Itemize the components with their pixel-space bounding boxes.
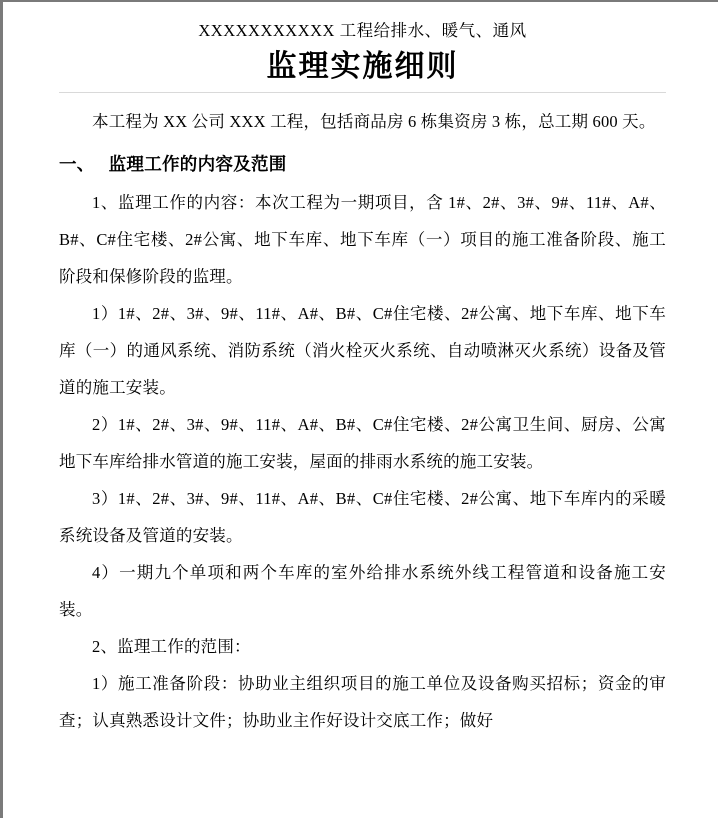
document-body: [59, 103, 666, 739]
paragraph-item-2: 2、监理工作的范围：: [92, 637, 251, 656]
paragraph-item-2-1: 1）施工准备阶段：协助业主组织项目的施工单位及设备购买招标；资金的审查；认真熟悉设计文件；协助业主作好设计交底工作；做好: [59, 674, 666, 730]
section-heading-1-number: 一、: [59, 154, 95, 174]
title-divider: [59, 92, 666, 93]
section-heading-1-label: 监理工作的内容及范围: [108, 154, 287, 174]
paragraph-item-1-2: 2）1#、2#、3#、9#、11#、A#、B#、C#住宅楼、2#公寓卫生间、厨房、公寓地下车库给排水管道的施工安装，屋面的排雨水系统的施工安装。: [59, 415, 666, 471]
section-heading-1: [59, 144, 666, 184]
paragraph-item-1-3: 3）1#、2#、3#、9#、11#、A#、B#、C#住宅楼、2#公寓、地下车库内的采暖系统设备及管道的安装。: [59, 489, 666, 545]
paragraph-intro: 本工程为 XX 公司 XXX 工程，包括商品房 6 栋集资房 3 栋，总工期 600 天。: [92, 112, 656, 131]
paragraph-item-1: 1、监理工作的内容：本次工程为一期项目，含 1#、2#、3#、9#、11#、A#、B#、C#住宅楼、2#公寓、地下车库、地下车库（一）项目的施工准备阶段、施工阶段和保修阶段的监理。: [59, 193, 666, 286]
paragraph-item-1-1: 1）1#、2#、3#、9#、11#、A#、B#、C#住宅楼、2#公寓、地下车库、地下车库（一）的通风系统、消防系统（消火栓灭火系统、自动喷淋灭火系统）设备及管道的施工安装。: [59, 304, 666, 397]
page-content: [3, 2, 718, 739]
document-subtitle: XXXXXXXXXXX 工程给排水、暖气、通风: [198, 21, 527, 40]
paragraph-item-1-4: 4）一期九个单项和两个车库的室外给排水系统外线工程管道和设备施工安装。: [59, 563, 666, 619]
document-title: 监理实施细则: [266, 49, 459, 84]
